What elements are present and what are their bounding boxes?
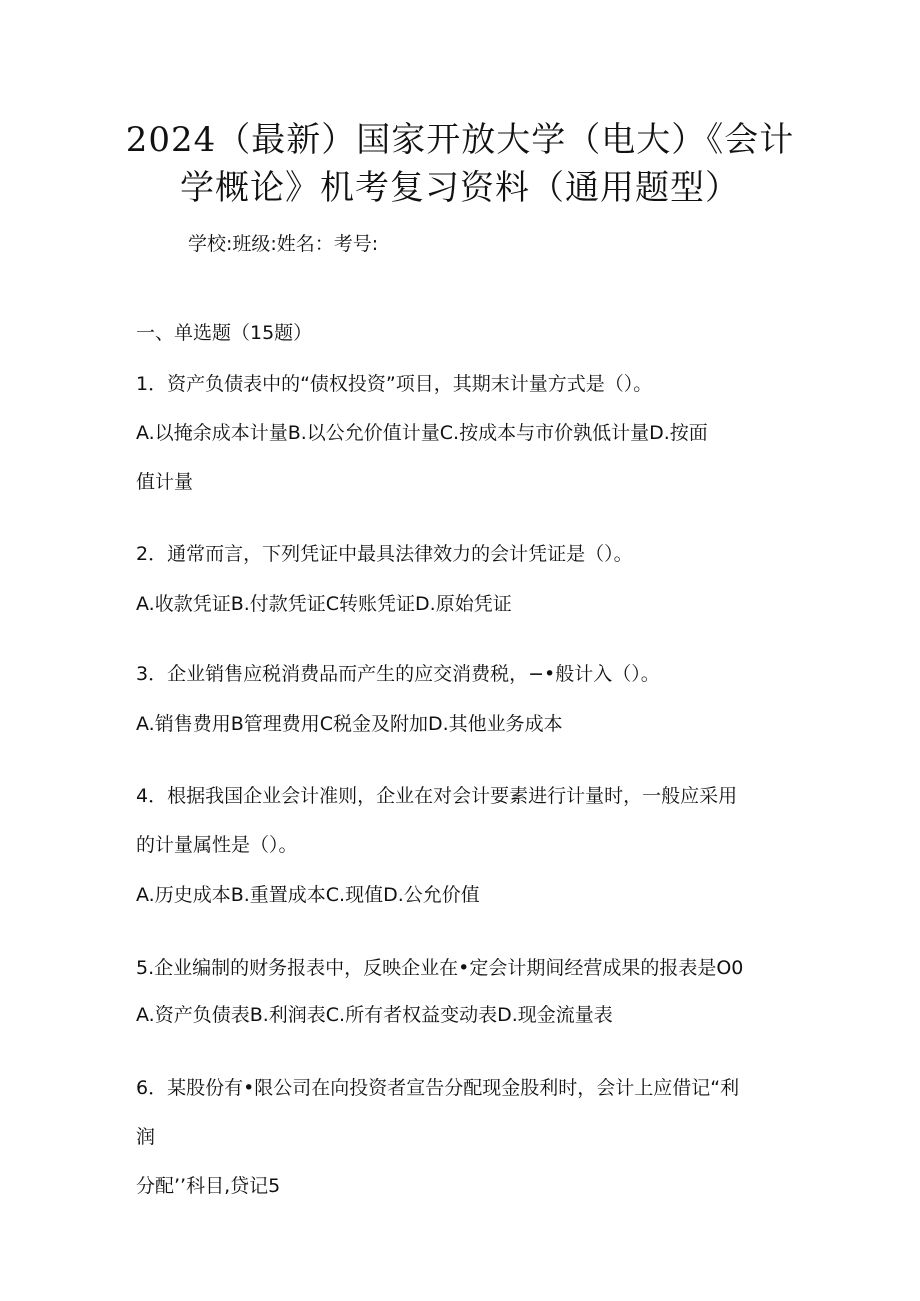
question-5: 5.企业编制的财务报表中，反映企业在•定会计期间经营成果的报表是O0 (136, 957, 744, 979)
question-6-cont: 润 (136, 1126, 156, 1148)
question-1: 1．资产负债表中的“债权投资”项目，其期末计量方式是（）。 (136, 373, 653, 395)
question-4: 4．根据我国企业会计准则，企业在对会计要素进行计量时，一般应采用 (136, 785, 738, 807)
question-2-options: A.收款凭证B.付款凭证C转账凭证D.原始凭证 (136, 593, 512, 615)
document-title-line-2: 学概论》机考复习资料（通用题型） (180, 168, 740, 208)
section-heading: 一、单选题（15题） (136, 322, 313, 344)
question-2: 2．通常而言，下列凭证中最具法律效力的会计凭证是（）。 (136, 543, 633, 565)
question-6-cont-2: 分配’’科目,贷记5 (136, 1175, 281, 1197)
question-4-options: A.历史成本B.重置成本C.现值D.公允价值 (136, 884, 480, 906)
question-1-options-cont: 值计量 (136, 471, 194, 493)
student-info-line: 学校:班级:姓名：考号: (188, 233, 379, 255)
question-4-cont: 的计量属性是（）。 (136, 834, 298, 856)
question-3: 3．企业销售应税消费品而产生的应交消费税，−•般计入（）。 (136, 663, 660, 685)
question-3-options: A.销售费用B管理费用C税金及附加D.其他业务成本 (136, 713, 563, 735)
question-5-options: A.资产负债表B.利润表C.所有者权益变动表D.现金流量表 (136, 1004, 613, 1026)
question-1-options: A.以掩余成本计量B.以公允价值计量C.按成本与市价孰低计量D.按面 (136, 422, 708, 444)
question-6: 6．某股份有•限公司在向投资者宣告分配现金股利时，会计上应借记“利 (136, 1077, 740, 1099)
document-title-line-1: 2024（最新）国家开放大学（电大）《会计 (125, 120, 795, 160)
